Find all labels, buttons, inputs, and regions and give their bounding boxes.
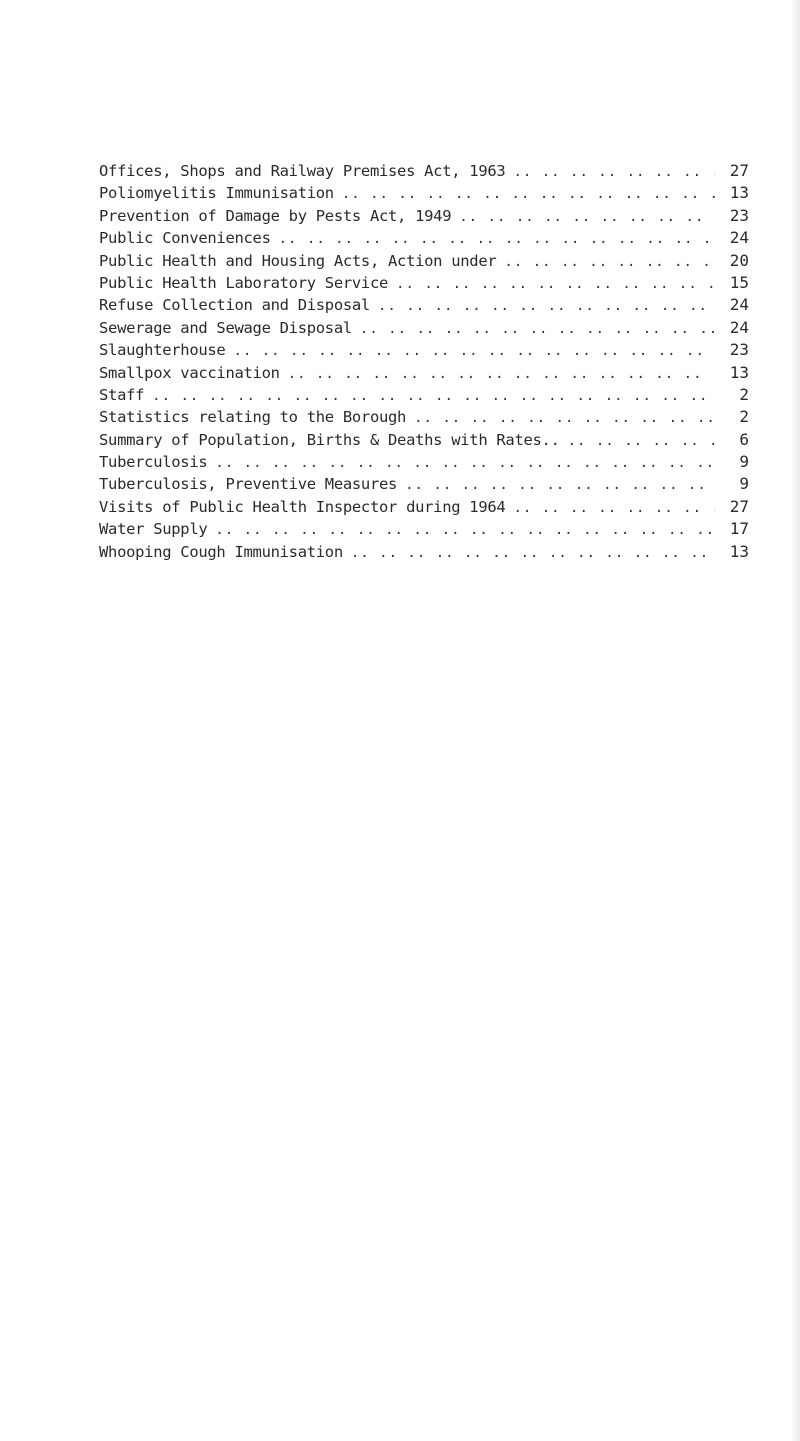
index-entry bbox=[99, 496, 749, 518]
entry-page-number: 24 bbox=[729, 317, 749, 337]
entry-title: Whooping Cough Immunisation bbox=[99, 542, 343, 561]
entry-title: Refuse Collection and Disposal bbox=[99, 296, 370, 315]
entry-page-number: 27 bbox=[729, 161, 749, 180]
index-entry bbox=[99, 182, 749, 204]
index-entry bbox=[99, 384, 749, 406]
dot-leader bbox=[351, 542, 715, 564]
index-entry bbox=[99, 227, 749, 249]
dot-leader bbox=[504, 251, 715, 273]
dot-leader bbox=[378, 295, 715, 317]
index-entry bbox=[99, 250, 749, 272]
dot-leader bbox=[152, 385, 715, 407]
entry-page-number: 23 bbox=[729, 340, 749, 360]
entry-title: Public Health Laboratory Service bbox=[99, 273, 389, 292]
index-entry bbox=[99, 294, 749, 316]
entry-page-number: 23 bbox=[729, 205, 749, 225]
dot-leader bbox=[414, 407, 715, 429]
entry-title: Summary of Population, Births & Deaths with Rates.. bbox=[99, 430, 560, 449]
entry-title: Tuberculosis bbox=[99, 453, 208, 472]
dot-leader bbox=[459, 206, 715, 228]
index-entry bbox=[99, 473, 749, 495]
entry-title: Statistics relating to the Borough bbox=[99, 408, 407, 427]
entry-title: Smallpox vaccination bbox=[99, 363, 280, 382]
index-entry bbox=[99, 406, 749, 428]
scan-edge-shadow bbox=[790, 0, 800, 1441]
dot-leader bbox=[342, 183, 715, 205]
entry-title: Offices, Shops and Railway Premises Act, 1963 bbox=[99, 162, 506, 180]
dot-leader bbox=[568, 430, 715, 452]
index-entry bbox=[99, 272, 749, 294]
index-entry bbox=[99, 317, 749, 339]
index-entry bbox=[99, 362, 749, 384]
index-list bbox=[99, 160, 749, 563]
entry-page-number: 27 bbox=[729, 496, 749, 516]
index-entry bbox=[99, 160, 749, 182]
index-entry bbox=[99, 429, 749, 451]
entry-page-number: 13 bbox=[729, 541, 749, 561]
entry-page-number: 20 bbox=[729, 250, 749, 270]
entry-title: Staff bbox=[99, 385, 145, 404]
entry-page-number: 9 bbox=[739, 452, 749, 472]
index-entry bbox=[99, 451, 749, 473]
dot-leader bbox=[215, 519, 715, 541]
entry-title: Sewerage and Sewage Disposal bbox=[99, 318, 352, 337]
dot-leader bbox=[513, 497, 715, 519]
dot-leader bbox=[215, 452, 715, 474]
dot-leader bbox=[288, 363, 715, 385]
entry-page-number: 2 bbox=[739, 384, 749, 404]
entry-page-number: 17 bbox=[729, 519, 749, 539]
index-entry bbox=[99, 541, 749, 563]
dot-leader bbox=[233, 340, 715, 362]
dot-leader bbox=[279, 228, 715, 250]
index-entry bbox=[99, 518, 749, 540]
entry-page-number: 24 bbox=[729, 295, 749, 315]
entry-page-number: 6 bbox=[739, 429, 749, 449]
entry-page-number: 15 bbox=[729, 272, 749, 292]
entry-page-number: 9 bbox=[739, 474, 749, 494]
index-entry bbox=[99, 205, 749, 227]
entry-title: Poliomyelitis Immunisation bbox=[99, 184, 334, 203]
index-entry bbox=[99, 339, 749, 361]
entry-title: Slaughterhouse bbox=[99, 341, 226, 360]
dot-leader bbox=[360, 318, 715, 340]
entry-title: Prevention of Damage by Pests Act, 1949 bbox=[99, 206, 452, 225]
dot-leader bbox=[513, 161, 715, 183]
entry-page-number: 2 bbox=[739, 407, 749, 427]
entry-title: Water Supply bbox=[99, 520, 208, 539]
entry-title: Tuberculosis, Preventive Measures bbox=[99, 475, 398, 494]
entry-title: Public Health and Housing Acts, Action under bbox=[99, 251, 497, 270]
dot-leader bbox=[396, 273, 715, 295]
entry-title: Visits of Public Health Inspector during 1964 bbox=[99, 497, 506, 516]
entry-title: Public Conveniences bbox=[99, 229, 271, 248]
entry-page-number: 13 bbox=[729, 362, 749, 382]
dot-leader bbox=[405, 474, 715, 496]
entry-page-number: 24 bbox=[729, 228, 749, 248]
entry-page-number: 13 bbox=[729, 183, 749, 203]
